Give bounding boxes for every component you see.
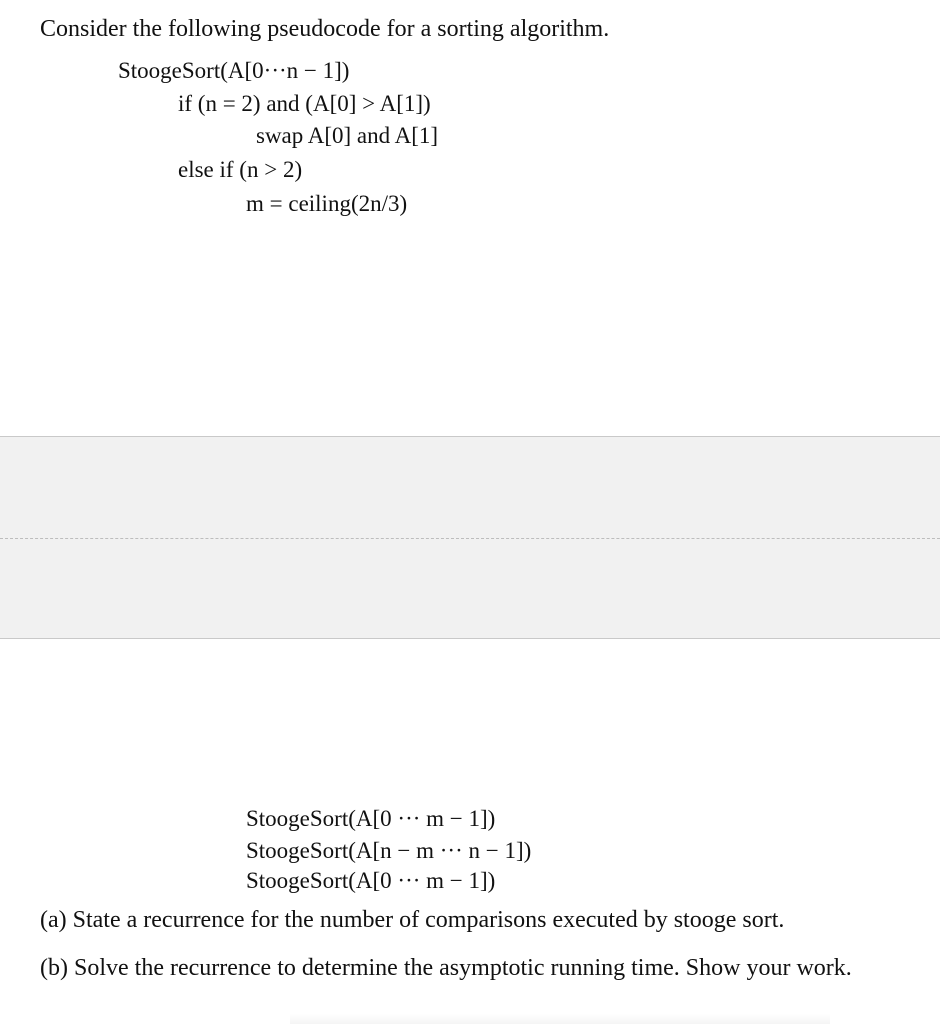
pseudocode-line-recursive-call-2: StoogeSort(A[n − m ··· n − 1]) xyxy=(246,838,532,863)
pseudocode-line-else-if: else if (n > 2) xyxy=(178,157,303,182)
answer-area-divider xyxy=(0,538,940,539)
pseudocode-line-if-condition: if (n = 2) and (A[0] > A[1]) xyxy=(178,91,431,116)
bottom-shadow xyxy=(290,1014,830,1024)
pseudocode-line-recursive-call-3: StoogeSort(A[0 ··· m − 1]) xyxy=(246,868,496,893)
pseudocode-line-stoogesort-signature: StoogeSort(A[0···n − 1]) xyxy=(118,58,350,83)
question-b: (b) Solve the recurrence to determine the asymptotic running time. Show your work. xyxy=(40,955,852,981)
pseudocode-line-recursive-call-1: StoogeSort(A[0 ··· m − 1]) xyxy=(246,806,496,831)
pseudocode-line-swap: swap A[0] and A[1] xyxy=(256,123,439,148)
intro-text: Consider the following pseudocode for a sorting algorithm. xyxy=(40,16,610,42)
question-a: (a) State a recurrence for the number of comparisons executed by stooge sort. xyxy=(40,907,785,933)
pseudocode-line-m-ceiling: m = ceiling(2n/3) xyxy=(246,191,408,216)
